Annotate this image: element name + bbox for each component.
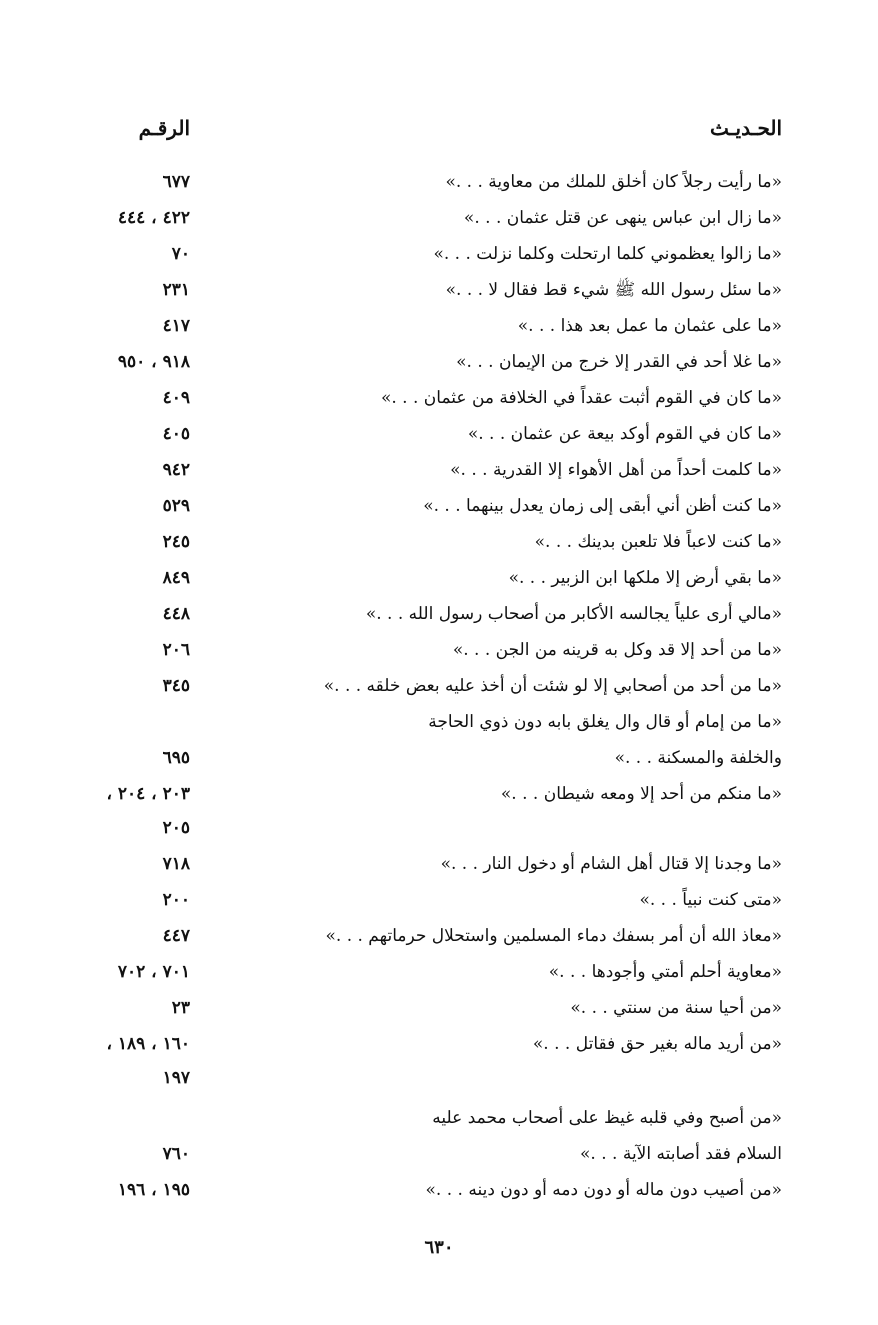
hadith-number: ٩٤٢ (162, 460, 190, 480)
hadith-number: ٣٤٥ (162, 676, 190, 696)
list-item (92, 740, 782, 776)
hadith-number: ٤٤٨ (162, 604, 190, 624)
hadith-number: ٧٠ (171, 244, 190, 264)
hadith-text: «ما غلا أحد في القدر إلا خرج من الإيمان . . .» (456, 352, 782, 372)
hadith-number: ٦٩٥ (162, 748, 190, 768)
list-item (92, 1100, 782, 1136)
hadith-text: والخلفة والمسكنة . . .» (614, 748, 782, 768)
hadith-text: «ما من أحد إلا قد وكل به قرينه من الجن . . .» (452, 640, 782, 660)
hadith-number: ٤٤٧ (162, 926, 190, 946)
list-item (92, 704, 782, 740)
hadith-text: «ما بقي أرض إلا ملكها ابن الزبير . . .» (508, 568, 782, 588)
list-item (92, 164, 782, 200)
list-item (92, 344, 782, 380)
list-item (92, 882, 782, 918)
hadith-number: ٢٣١ (162, 280, 190, 300)
hadith-number: ٢٤٥ (162, 532, 190, 552)
list-item (92, 810, 782, 846)
hadith-number: ٤٢٢ ، ٤٤٤ (117, 208, 190, 228)
list-item (92, 452, 782, 488)
hadith-number: ٦٧٧ (162, 172, 190, 192)
hadith-text: «ما كنت لاعباً فلا تلعبن بدينك . . .» (534, 532, 782, 552)
hadith-number: ٢٠٠ (162, 890, 190, 910)
hadith-text: «متى كنت نبياً . . .» (639, 890, 782, 910)
hadith-text: «ما كلمت أحداً من أهل الأهواء إلا القدرية . . .» (450, 460, 782, 480)
hadith-number: ٢٣ (171, 998, 190, 1018)
list-item (92, 1026, 782, 1062)
list-item (92, 380, 782, 416)
hadith-number: ٢٠٥ (162, 818, 190, 838)
list-item (92, 668, 782, 704)
hadith-text: «ما من أحد من أصحابي إلا لو شئت أن أخذ عليه بعض خلقه . . .» (323, 676, 782, 696)
hadith-text: «مالي أرى علياً يجالسه الأكابر من أصحاب رسول الله . . .» (365, 604, 782, 624)
list-item (92, 416, 782, 452)
hadith-text: «ما منكم من أحد إلا ومعه شيطان . . .» (500, 784, 782, 804)
list-item (92, 596, 782, 632)
hadith-text: «ما سئل رسول الله ﷺ شيء قط فقال لا . . .» (445, 280, 782, 300)
list-item (92, 524, 782, 560)
page-number: ٦٣٠ (424, 1237, 454, 1258)
hadith-text: «ما من إمام أو قال وال يغلق بابه دون ذوي الحاجة (428, 712, 782, 732)
hadith-text: «ما كنت أظن أني أبقى إلى زمان يعدل بينهما . . .» (423, 496, 782, 516)
list-item (92, 200, 782, 236)
list-item (92, 1172, 782, 1208)
list-item (92, 308, 782, 344)
list-item (92, 776, 782, 812)
list-item (92, 488, 782, 524)
list-item (92, 632, 782, 668)
hadith-number: ١٩٥ ، ١٩٦ (117, 1180, 190, 1200)
hadith-number: ٤٠٥ (162, 424, 190, 444)
hadith-text: «من أصبح وفي قلبه غيظ على أصحاب محمد عليه (432, 1108, 782, 1128)
list-item (92, 560, 782, 596)
list-item (92, 1060, 782, 1096)
hadith-text: «ما رأيت رجلاً كان أخلق للملك من معاوية . . .» (445, 172, 782, 192)
number-column-header: الرقـم (138, 116, 190, 140)
hadith-number: ٥٢٩ (162, 496, 190, 516)
list-item (92, 918, 782, 954)
hadith-text: «ما كان في القوم أثبت عقداً في الخلافة من عثمان . . .» (380, 388, 782, 408)
list-item (92, 272, 782, 308)
hadith-text: «ما زالوا يعظموني كلما ارتحلت وكلما نزلت . . .» (433, 244, 782, 264)
hadith-number: ٢٠٣ ، ٢٠٤ ، (106, 784, 190, 804)
hadith-number: ٤٠٩ (162, 388, 190, 408)
hadith-text: «ما كان في القوم أوكد بيعة عن عثمان . . .» (467, 424, 782, 444)
hadith-number: ٧٠١ ، ٧٠٢ (117, 962, 190, 982)
hadith-number: ٤١٧ (162, 316, 190, 336)
hadith-text: «معاذ الله أن أمر بسفك دماء المسلمين واستحلال حرماتهم . . .» (325, 926, 782, 946)
hadith-number: ١٩٧ (162, 1068, 190, 1088)
hadith-number: ٢٠٦ (162, 640, 190, 660)
hadith-text: «معاوية أحلم أمتي وأجودها . . .» (548, 962, 782, 982)
hadith-text: «ما على عثمان ما عمل بعد هذا . . .» (517, 316, 782, 336)
hadith-text: «من أحيا سنة من سنتي . . .» (570, 998, 782, 1018)
hadith-number: ٧٦٠ (162, 1144, 190, 1164)
list-item (92, 1136, 782, 1172)
list-item (92, 236, 782, 272)
list-item (92, 954, 782, 990)
hadith-column-header: الحـديـث (710, 116, 782, 140)
hadith-number: ٩١٨ ، ٩٥٠ (117, 352, 190, 372)
hadith-text: «ما وجدنا إلا قتال أهل الشام أو دخول النار . . .» (440, 854, 782, 874)
hadith-text: «من أصيب دون ماله أو دون دمه أو دون دينه . . .» (425, 1180, 782, 1200)
hadith-number: ٧١٨ (162, 854, 190, 874)
hadith-text: السلام فقد أصابته الآية . . .» (580, 1144, 782, 1164)
hadith-text: «من أريد ماله بغير حق فقاتل . . .» (532, 1034, 782, 1054)
list-item (92, 990, 782, 1026)
hadith-text: «ما زال ابن عباس ينهى عن قتل عثمان . . .» (463, 208, 782, 228)
hadith-number: ١٦٠ ، ١٨٩ ، (106, 1034, 190, 1054)
hadith-number: ٨٤٩ (162, 568, 190, 588)
list-item (92, 846, 782, 882)
